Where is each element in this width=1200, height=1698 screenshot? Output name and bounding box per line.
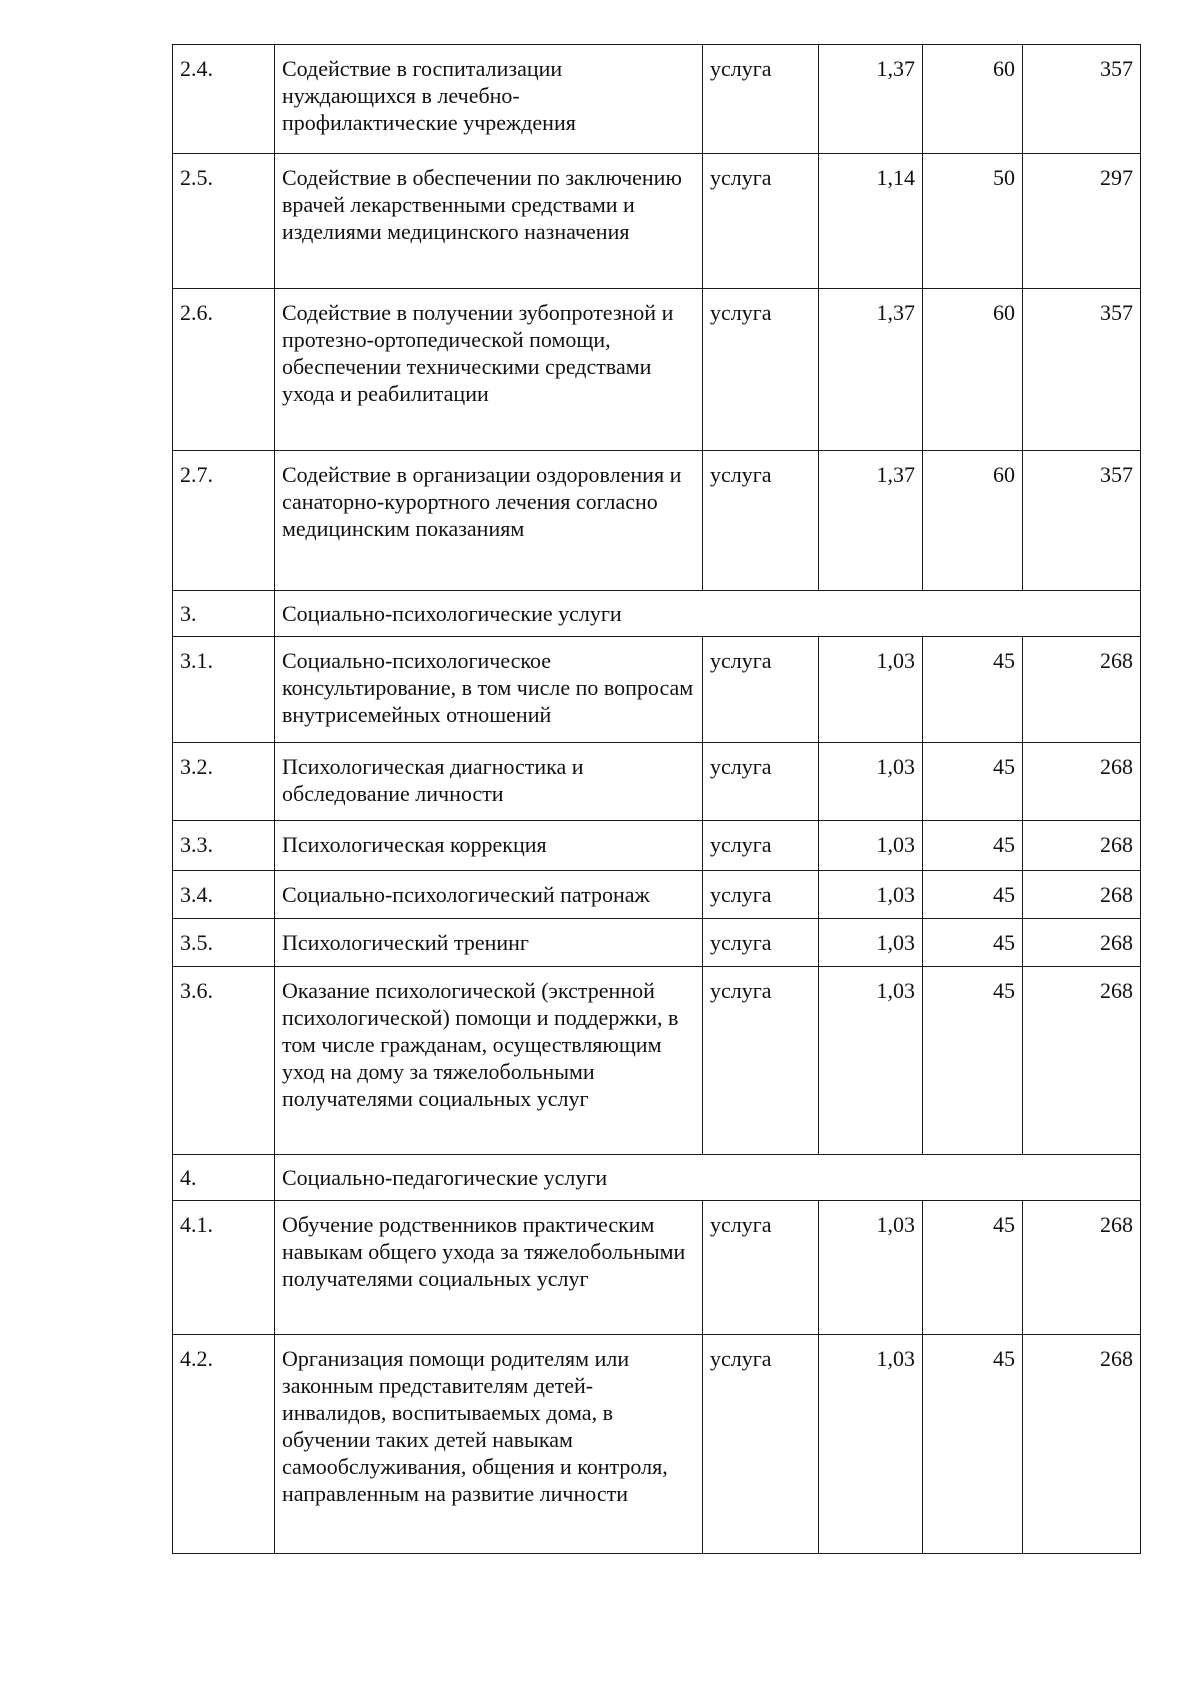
coefficient-cell: 1,03 bbox=[819, 743, 923, 821]
minutes-cell: 60 bbox=[923, 451, 1023, 591]
unit-cell: услуга bbox=[703, 919, 819, 967]
services-table bbox=[172, 44, 1141, 1554]
service-name: Содействие в обеспечении по заключению врачей лекарственными средствами и изделиями медицинского назначения bbox=[275, 154, 703, 289]
table-row bbox=[173, 821, 1141, 871]
table-row bbox=[173, 451, 1141, 591]
coefficient-cell: 1,37 bbox=[819, 45, 923, 154]
row-number: 2.4. bbox=[173, 45, 275, 154]
unit-cell: услуга bbox=[703, 1335, 819, 1554]
row-number: 3.3. bbox=[173, 821, 275, 871]
unit-cell: услуга bbox=[703, 871, 819, 919]
service-name: Содействие в получении зубопротезной и протезно-ортопедической помощи, обеспечении техническими средствами ухода и реабилитации bbox=[275, 289, 703, 451]
table-row bbox=[173, 871, 1141, 919]
coefficient-cell: 1,03 bbox=[819, 821, 923, 871]
section-row bbox=[173, 591, 1141, 637]
minutes-cell: 50 bbox=[923, 154, 1023, 289]
row-number: 3.6. bbox=[173, 967, 275, 1155]
coefficient-cell: 1,14 bbox=[819, 154, 923, 289]
section-number: 4. bbox=[173, 1155, 275, 1201]
table-row bbox=[173, 289, 1141, 451]
service-name: Содействие в организации оздоровления и санаторно-курортного лечения согласно медицинским показаниям bbox=[275, 451, 703, 591]
row-number: 2.5. bbox=[173, 154, 275, 289]
row-number: 4.2. bbox=[173, 1335, 275, 1554]
table-row bbox=[173, 154, 1141, 289]
coefficient-cell: 1,03 bbox=[819, 637, 923, 743]
coefficient-cell: 1,03 bbox=[819, 967, 923, 1155]
minutes-cell: 45 bbox=[923, 1201, 1023, 1335]
minutes-cell: 60 bbox=[923, 45, 1023, 154]
minutes-cell: 45 bbox=[923, 919, 1023, 967]
unit-cell: услуга bbox=[703, 1201, 819, 1335]
minutes-cell: 60 bbox=[923, 289, 1023, 451]
row-number: 3.4. bbox=[173, 871, 275, 919]
coefficient-cell: 1,03 bbox=[819, 1201, 923, 1335]
service-name: Психологический тренинг bbox=[275, 919, 703, 967]
price-cell: 357 bbox=[1023, 451, 1141, 591]
price-cell: 297 bbox=[1023, 154, 1141, 289]
unit-cell: услуга bbox=[703, 637, 819, 743]
coefficient-cell: 1,03 bbox=[819, 919, 923, 967]
coefficient-cell: 1,03 bbox=[819, 1335, 923, 1554]
minutes-cell: 45 bbox=[923, 743, 1023, 821]
price-cell: 268 bbox=[1023, 743, 1141, 821]
table-row bbox=[173, 1335, 1141, 1554]
price-cell: 268 bbox=[1023, 1335, 1141, 1554]
price-cell: 268 bbox=[1023, 919, 1141, 967]
service-name: Психологическая диагностика и обследование личности bbox=[275, 743, 703, 821]
price-cell: 268 bbox=[1023, 821, 1141, 871]
unit-cell: услуга bbox=[703, 821, 819, 871]
minutes-cell: 45 bbox=[923, 1335, 1023, 1554]
section-title: Социально-педагогические услуги bbox=[275, 1155, 1141, 1201]
table-row bbox=[173, 637, 1141, 743]
price-cell: 268 bbox=[1023, 1201, 1141, 1335]
table-row bbox=[173, 45, 1141, 154]
unit-cell: услуга bbox=[703, 451, 819, 591]
row-number: 4.1. bbox=[173, 1201, 275, 1335]
table-row bbox=[173, 743, 1141, 821]
section-number: 3. bbox=[173, 591, 275, 637]
service-name: Обучение родственников практическим навыкам общего ухода за тяжелобольными получателями социальных услуг bbox=[275, 1201, 703, 1335]
minutes-cell: 45 bbox=[923, 967, 1023, 1155]
table-row bbox=[173, 1201, 1141, 1335]
row-number: 3.5. bbox=[173, 919, 275, 967]
price-cell: 357 bbox=[1023, 289, 1141, 451]
unit-cell: услуга bbox=[703, 967, 819, 1155]
row-number: 2.7. bbox=[173, 451, 275, 591]
unit-cell: услуга bbox=[703, 743, 819, 821]
price-cell: 357 bbox=[1023, 45, 1141, 154]
service-name: Социально-психологический патронаж bbox=[275, 871, 703, 919]
service-name: Психологическая коррекция bbox=[275, 821, 703, 871]
service-name: Социально-психологическое консультирование, в том числе по вопросам внутрисемейных отношений bbox=[275, 637, 703, 743]
unit-cell: услуга bbox=[703, 289, 819, 451]
price-cell: 268 bbox=[1023, 637, 1141, 743]
coefficient-cell: 1,37 bbox=[819, 451, 923, 591]
minutes-cell: 45 bbox=[923, 871, 1023, 919]
price-cell: 268 bbox=[1023, 871, 1141, 919]
unit-cell: услуга bbox=[703, 45, 819, 154]
coefficient-cell: 1,37 bbox=[819, 289, 923, 451]
section-row bbox=[173, 1155, 1141, 1201]
table-row bbox=[173, 919, 1141, 967]
minutes-cell: 45 bbox=[923, 821, 1023, 871]
section-title: Социально-психологические услуги bbox=[275, 591, 1141, 637]
unit-cell: услуга bbox=[703, 154, 819, 289]
service-name: Оказание психологической (экстренной психологической) помощи и поддержки, в том числе гражданам, осуществляющим уход на дому за тяжелобольными получателями социальных услуг bbox=[275, 967, 703, 1155]
row-number: 3.1. bbox=[173, 637, 275, 743]
table-row bbox=[173, 967, 1141, 1155]
row-number: 3.2. bbox=[173, 743, 275, 821]
service-name: Содействие в госпитализации нуждающихся в лечебно-профилактические учреждения bbox=[275, 45, 703, 154]
coefficient-cell: 1,03 bbox=[819, 871, 923, 919]
row-number: 2.6. bbox=[173, 289, 275, 451]
price-cell: 268 bbox=[1023, 967, 1141, 1155]
minutes-cell: 45 bbox=[923, 637, 1023, 743]
service-name: Организация помощи родителям или законным представителям детей-инвалидов, воспитываемых дома, в обучении таких детей навыкам самообслуживания, общения и контроля, направленным на развитие личности bbox=[275, 1335, 703, 1554]
